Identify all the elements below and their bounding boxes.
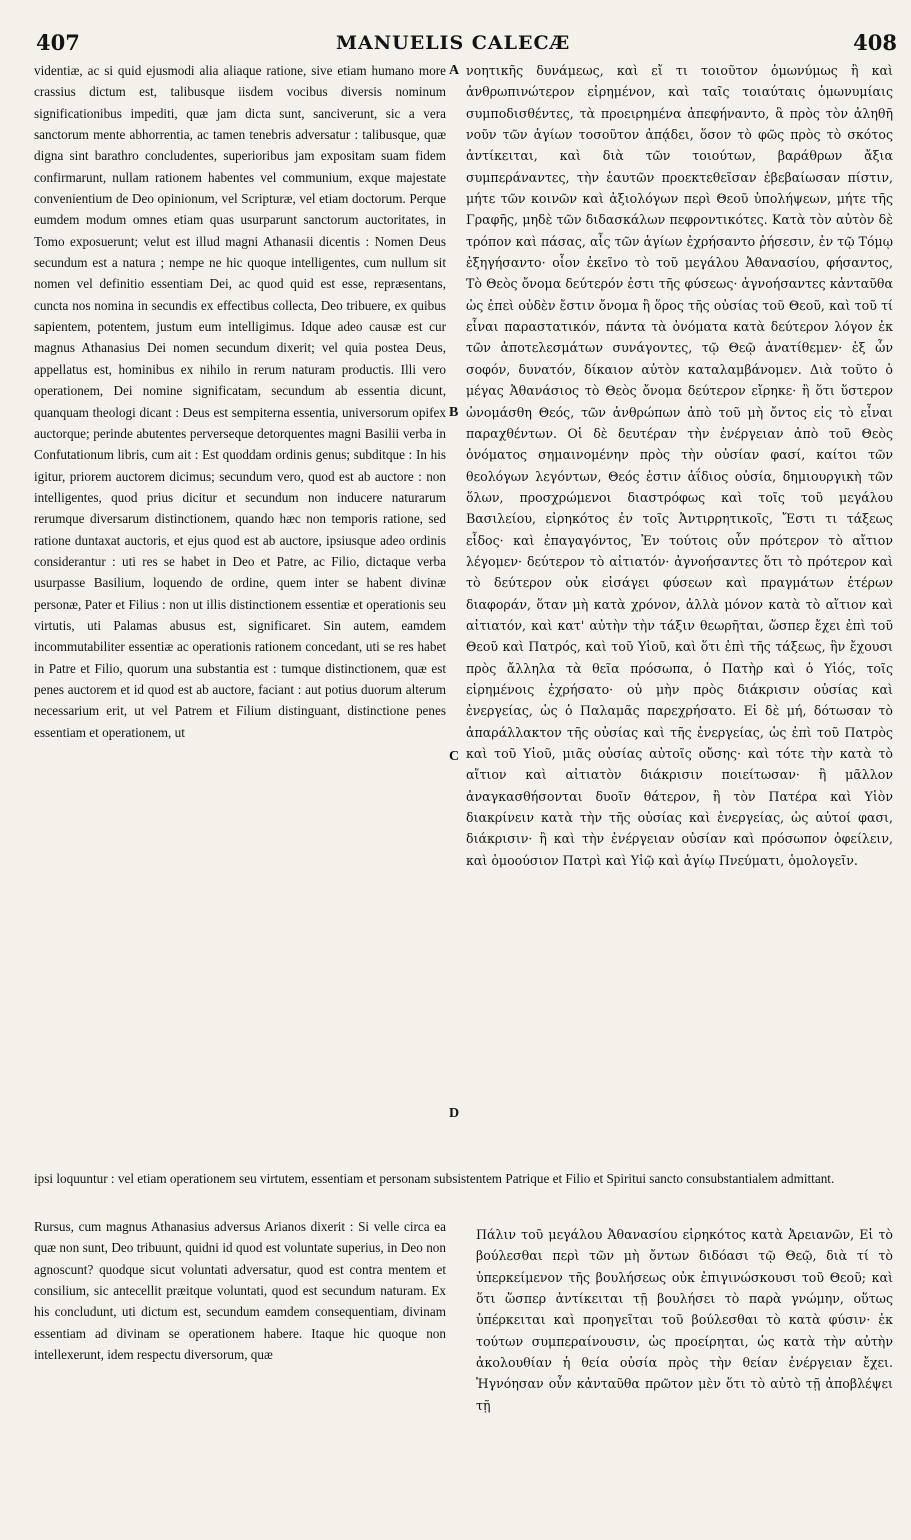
greek-column-upper: νοητικῆς δυνάμεως, καὶ εἴ τι τοιοῦτον ὁμωνύμως ἢ καὶ ἀνθρωπινώτερον εἰρημένον, καὶ ταῖς τοιαύταις ὁμωνυμίαις συμποδισθέντες, τὰ προειρημένα ἀπεφήναντο, ἃ πρὸς τὸν ἀληθῆ νοῦν τῶν ἁγίων τοσοῦτον ἀπᾴδει, ὅσον τὸ φῶς πρὸς τὸ σκότος ἀντίκειται, καὶ διὰ τῶν τοιούτων, βαράθρων ἄξια συμπεράναντες, τὴν ἑαυτῶν προεκτεθεῖσαν ἐβεβαίωσαν πίστιν, μήτε τῶν κοινῶν καὶ ἀξιολόγων περὶ Θεοῦ ὑπολήψεων, μήτε τῆς Γραφῆς, μηδὲ τῶν διδασκάλων πεφροντικότες. Κατὰ τὸν αὐτὸν δὲ τρόπον καὶ πάσας, αἷς τῶν ἁγίων ἐχρήσαντο ῥήσεσιν, ἐν τῷ Τόμῳ ἐξηγήσαντο· οἷον ἐκεῖνο τὸ τοῦ μεγάλου Ἀθανασίου, φήσαντος, Τὸ Θεὸς ὄνομα δεύτερόν ἐστι τῆς φύσεως· ἀγνοήσαντες κἀνταῦθα ὡς ἐπεὶ οὐδὲν ἔστιν ὄνομα ἢ ὅρος τῆς οὐσίας τοῦ Θεοῦ, καὶ τοῦ τί εἶναι παραστατικόν, πάντα τὰ ὀνόματα κατὰ δεύτερον λόγον ἐκ τῶν ἀποτελεσμάτων συνάγοντες, τῷ Θεῷ ἀνατίθεμεν· ἐξ ὧν σοφόν, δυνατόν, δίκαιον αὐτὸν καταλαμβάνομεν. Διὰ τοῦτο ὁ μέγας Ἀθανάσιος τὸ Θεὸς ὄνομα δεύτερον εἴρηκε· ἢ ὅτι ὕστερον ὠνομάσθη Θεός, τῶν ἀνθρώπων ἀπὸ τοῦ μὴ ὄντος εἰς τὸ εἶναι παραχθέντων. Οἱ δὲ δευτέραν τὴν ἐνέργειαν ἀπὸ τοῦ Θεὸς ὀνόματος σημαινομένην πρὸς τὴν οὐσίαν φασί, καίτοι τῶν θεολόγων λεγόντων, Θεός ἐστιν ἀΐδιος οὐσία, δημιουργικὴ τῶν ὅλων, προσχρώμενοι διαστρόφως καὶ τοῖς τοῦ μεγάλου Βασιλείου, εἰρηκότος ἐν τοῖς Ἀντιρρητικοῖς, Ἔστι τι τάξεως εἶδος· καὶ ἐπαγαγόντος, Ἐν τούτοις οὖν πρότερον τὸ αἴτιον λέγομεν· δεύτερον τὸ αἰτιατόν· ἀγνοήσαντες ὅτι τὸ πρότερον καὶ τὸ δεύτερον οὐκ εἰσάγει φύσεων καὶ πραγμάτων ἑτέρων διαφοράν, ὅταν μὴ κατὰ χρόνον, ἀλλὰ μόνον κατὰ τὸ αἴτιον καὶ αἰτιατόν, καὶ κατ' αὐτὴν τὴν τάξιν θεωρῆται, ὥσπερ ἔχει ἐπὶ τοῦ Θεοῦ καὶ Πατρός, καὶ τοῦ Υἱοῦ, καὶ ὅτι ἐπὶ τῆς τάξεως, ἣν ἔχουσι πρὸς ἄλληλα τὰ θεῖα πρόσωπα, ὁ Πατὴρ καὶ ὁ Υἱός, τοῖς εἰρημένοις ἐχρήσατο· οὐ μὴν πρὸς διάκρισιν οὐσίας καὶ ἐνεργείας, ὡς ὁ Παλαμᾶς παρεχρήσατο. Εἰ δὲ μή, δότωσαν τὸ ἀπαράλλακτον τῆς οὐσίας καὶ τῆς ἐνεργείας, ὡς ἐπὶ τοῦ Πατρὸς καὶ τοῦ Υἱοῦ, μιᾶς οὐσίας αὐτοῖς οὔσης· καὶ τότε τὴν κατὰ τὸ αἴτιον καὶ αἰτιατὸν διάκρισιν ποιείτωσαν· ἢ μᾶλλον ἀναγκασθήσονται δυοῖν θάτερον, ἢ τὸν Πατέρα καὶ Υἱὸν διακρίνειν κατὰ τὴν τῆς οὐσίας καὶ ἐνεργείας, ὡς αὐτοί φασι, διάκρισιν· ἢ καὶ τὴν ἐνέργειαν οὐσίαν καὶ πρόσωπον ὀφείλειν, καὶ ὁμοούσιον Πατρὶ καὶ Υἱῷ καὶ ἁγίῳ Πνεύματι, ὁμολογεῖν. xyxy=(466,63,893,868)
latin-full-width-paragraph: ipsi loquuntur : vel etiam operationem seu virtutem, essentiam et personam subsistentem Patrique et Filio et Spiritui sancto consubstantialem admittant. xyxy=(34,1171,835,1186)
section-marker-c: C xyxy=(449,749,460,764)
section-marker-d: D xyxy=(449,1106,460,1121)
page-number-right: 408 xyxy=(853,30,897,55)
running-title: MANUELIS CALECÆ xyxy=(336,32,571,54)
page-number-left: 407 xyxy=(36,30,80,55)
section-marker-a: A xyxy=(449,63,460,78)
latin-column-upper: videntiæ, ac si quid ejusmodi alia aliaque ratione, sive etiam humano more crassius dictum est, talibusque iisdem vocibus diversis nominum significationibus impediti, quæ jam dicta sunt, sanciverunt, sic a vera sanctorum mente abhorrentia, ac tamen tenebris adversatur : talibusque, quæ digna sint barathro concludentes, superioribus jam expositam suam fidem confirmarunt, nullam rationem habentes vel communium, exque majestate convenientium de Deo opinionum, vel Scripturæ, vel etiam doctorum. Perque eumdem modum omnes etiam quas usurparunt sanctorum auctoritates, in Tomo exposuerunt; velut est illud magni Athanasii dicentis : Nomen Deus secundum est a natura ; nempe ne hic quoque intelligentes, cum nullum sit nomen vel definitio essentiam Dei, ac quod quid est esse, repræsentans, cuncta nos nomina in secundis ex effectibus collecta, Deo tribuere, ex quibus sapientem, potentem, justum eum intelligimus. Idque adeo causæ est cur magnus Athanasius Dei nomen secundum dixerit; vel quia postea Deus, appellatus est, hominibus ex nihilo in rerum naturam productis. Illi vero operationem, Dei nomine significatam, secundum ab essentia dicunt, quanquam theologi dicant : Deus est sempiterna essentia, universorum opifex auctorque; perinde abutentes perverseque detorquentes magni Basilii verba in Confutationum libris, cum ait : Est quoddam ordinis genus; subditque : In his igitur, priorem auctorem dicimus; secundum vero, quod est ab auctore : non intelligentes, quod prius dicitur et secundum non inducere naturarum rerumque diversarum distinctionem, quando hæc non temporis ratione, sed ratione duntaxat auctoris, et ejus quod est ab auctore, ipsiusque adeo ordinis considerantur : uti res se habet in Deo et Patre, ac Filio, dictaque verba usurpasse Basilium, loquendo de ordine, quem inter se habent divinæ personæ, Pater et Filius : non ut illis distinctionem essentiæ et operationis seu virtutis, uti Palamas abusus est, significaret. Sin autem, eamdem incommutabiliter essentiæ ac operationis rationem concedant, uti se res habet in Patre et Filio, quorum una substantia est : tumque distinctionem, quæ est penes auctorem et id quod est ab auctore, faciant : aut potius duorum alterum necessarium erit, ut vel Patrem et Filium distinguant, distinctione penes essentiam et operationem, ut xyxy=(34,63,446,740)
section-marker-b: B xyxy=(449,405,459,420)
latin-column-lower: Rursus, cum magnus Athanasius adversus Arianos dixerit : Si velle circa ea quæ non sunt, Deo tribuunt, quidni id quod est voluntate superius, in Deo non agnoscunt? quodque sicut voluntati adversatur, quod est contra mentem et consilium, sic antecellit præitque voluntati, quod est secundum naturam. Ex his concludunt, uti dictum est, secundum eamdem consequentiam, divinam essentiam ad divinam se operationem habere. Itaque hic quoque non intellexerunt, idem respectu diversorum, quæ xyxy=(34,1219,446,1363)
greek-column-lower: Πάλιν τοῦ μεγάλου Ἀθανασίου εἰρηκότος κατὰ Ἀρειανῶν, Εἰ τὸ βούλεσθαι περὶ τῶν μὴ ὄντων διδόασι τῷ Θεῷ, διὰ τί τὸ ὑπερκείμενον τῆς βουλήσεως οὐκ ἐπιγινώσκουσι τοῦ Θεοῦ; καὶ ὅτι ὥσπερ ἀντίκειται τῇ βουλήσει τὸ παρὰ γνώμην, οὕτως ὑπέρκειται καὶ προηγεῖται τοῦ βούλεσθαι τὸ κατὰ φύσιν· ἐκ τούτων συμπεραίνουσιν, ὡς προείρηται, ὡς κατὰ τὴν αὐτὴν ἀκολουθίαν ἡ θεία οὐσία πρὸς τὴν θείαν ἐνέργειαν ἔχει. Ἠγνόησαν οὖν κἀνταῦθα πρῶτον μὲν ὅτι τὸ αὐτὸ τῇ ἀποβλέψει τῇ xyxy=(476,1227,893,1413)
page-header xyxy=(36,30,897,64)
